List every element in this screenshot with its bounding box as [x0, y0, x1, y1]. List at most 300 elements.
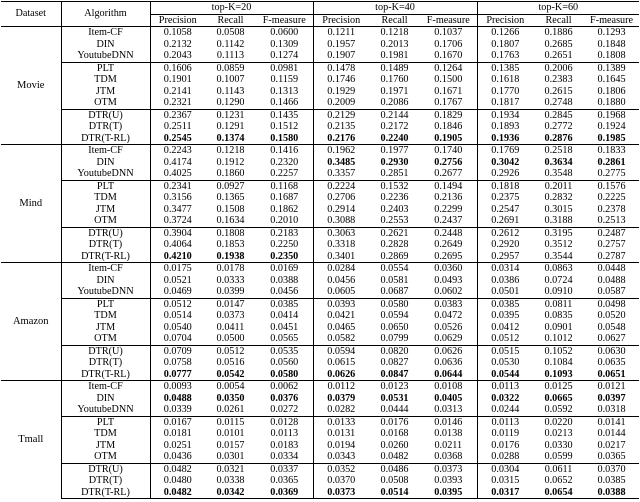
metric-value: 0.0217: [597, 439, 626, 451]
metric-value: 0.2930: [380, 156, 409, 168]
table-row: [1, 369, 639, 381]
metric-value: 0.2869: [380, 250, 409, 262]
metric-value: 0.2706: [313, 192, 369, 204]
metric-value: 0.0334: [270, 451, 299, 462]
table-row: [1, 463, 639, 475]
metric-value: 0.1037: [420, 27, 477, 39]
algorithm-header: Algorithm: [61, 2, 150, 27]
metric-value: 0.1606: [150, 62, 205, 74]
metric-value: 0.0128: [256, 416, 313, 428]
metric-value: 0.1012: [544, 333, 573, 344]
metric-value: 0.1929: [313, 86, 369, 98]
metric-value: 0.2775: [597, 168, 626, 179]
metric-value: 0.1274: [270, 50, 299, 61]
metric-value: 0.2547: [477, 204, 533, 216]
metric-value: 0.1290: [216, 97, 245, 108]
algorithm-name: TDM: [61, 192, 150, 204]
metric-value: 0.0600: [256, 27, 313, 39]
dataset-name: Movie: [1, 27, 61, 145]
metric-value: 0.0535: [256, 345, 313, 357]
algorithm-name: DTR(U): [61, 345, 150, 357]
metric-value: 0.0314: [477, 263, 533, 275]
metric-value: 0.0113: [477, 416, 533, 428]
metric-value: 0.0260: [380, 439, 409, 451]
metric-value: 0.0602: [434, 286, 463, 297]
metric-value: 0.0388: [270, 274, 299, 286]
metric-value: 0.1846: [434, 121, 463, 132]
algorithm-name: OTM: [61, 333, 150, 345]
metric-value: 0.0587: [597, 286, 626, 297]
metric-value: 0.2006: [533, 62, 584, 74]
metric-value: 0.3156: [150, 192, 205, 204]
algorithm-name: YoutubeDNN: [61, 168, 150, 180]
metric-value: 0.2086: [380, 97, 409, 108]
metric-value: 0.2545: [150, 133, 205, 145]
table-row: [1, 227, 639, 239]
metric-value: 0.0261: [216, 404, 245, 415]
metric-value: 0.1763: [477, 50, 533, 62]
metric-value: 0.0521: [150, 275, 205, 287]
metric-value: 0.1808: [205, 227, 256, 239]
metric-value: 0.1309: [270, 38, 299, 50]
metric-value: 0.1880: [597, 97, 626, 108]
metric-value: 0.1936: [477, 133, 533, 145]
metric-value: 0.0338: [216, 475, 245, 486]
metric-value: 0.1489: [369, 62, 420, 74]
metric-value: 0.1113: [216, 50, 245, 61]
algorithm-name: TDM: [61, 74, 150, 86]
metric-value: 0.0376: [270, 392, 299, 404]
algorithm-name: DIN: [61, 39, 150, 51]
metric-value: 0.1291: [216, 121, 245, 132]
metric-value: 0.2621: [369, 227, 420, 239]
metric-value: 0.2772: [544, 121, 573, 132]
metric-value: 0.0436: [150, 451, 205, 463]
metric-value: 0.1007: [216, 74, 245, 85]
metric-value: 0.3485: [313, 157, 369, 169]
metric-value: 0.0321: [205, 463, 256, 475]
metric-value: 0.0315: [477, 475, 533, 487]
metric-value: 0.0469: [150, 286, 205, 298]
metric-value: 0.1938: [216, 250, 245, 262]
metric-value: 0.3634: [544, 156, 573, 168]
algorithm-name: OTM: [61, 215, 150, 227]
metric-value: 0.0630: [584, 345, 639, 357]
results-table: [1, 1, 639, 499]
algorithm-name: PLT: [61, 298, 150, 310]
metric-value: 0.1142: [216, 38, 245, 50]
metric-value: 0.1266: [477, 27, 533, 39]
metric-value: 0.2748: [544, 97, 573, 108]
metric-value: 0.0927: [205, 180, 256, 192]
metric-value: 0.1478: [313, 62, 369, 74]
metric-value: 0.0322: [477, 393, 533, 405]
algorithm-name: DIN: [61, 275, 150, 287]
metric-value: 0.0508: [380, 475, 409, 486]
metric-value: 0.0365: [270, 475, 299, 486]
metric-value: 0.2518: [533, 145, 584, 157]
metric-value: 0.4025: [150, 168, 205, 180]
metric-value: 0.0138: [434, 428, 463, 439]
metric-value: 0.0385: [597, 475, 626, 486]
metric-value: 0.0581: [380, 274, 409, 286]
metric-value: 0.0629: [434, 333, 463, 344]
metric-value: 0.2240: [380, 132, 409, 144]
algorithm-name: DIN: [61, 393, 150, 405]
metric-value: 0.2043: [150, 50, 205, 62]
table-row: [1, 204, 639, 216]
table-row: [1, 121, 639, 133]
metric-value: 0.2321: [150, 97, 205, 109]
table-row: [1, 86, 639, 98]
metric-value: 0.0515: [477, 345, 533, 357]
metric-value: 0.1985: [597, 132, 626, 144]
metric-value: 0.0516: [216, 357, 245, 368]
metric-value: 0.0397: [597, 392, 626, 404]
table-row: [1, 27, 639, 39]
metric-value: 0.0144: [597, 428, 626, 439]
metric-value: 0.0370: [313, 475, 369, 487]
metric-value: 0.2876: [544, 132, 573, 144]
topk-header: top-K=60: [477, 2, 639, 15]
metric-value: 0.0451: [270, 321, 299, 333]
metric-value: 0.2383: [544, 74, 573, 85]
table-row: [1, 39, 639, 51]
metric-value: 0.1293: [584, 27, 639, 39]
metric-value: 0.0565: [270, 333, 299, 344]
metric-value: 0.2010: [270, 215, 299, 226]
metric-value: 0.0827: [380, 357, 409, 368]
metric-value: 0.0288: [477, 451, 533, 463]
metric-value: 0.0910: [544, 286, 573, 297]
metric-value: 0.0183: [270, 439, 299, 451]
metric-value: 0.0500: [216, 333, 245, 344]
metric-value: 0.0580: [270, 368, 299, 380]
metric-value: 0.0113: [477, 381, 533, 393]
metric-value: 0.2691: [477, 215, 533, 227]
metric-value: 0.3042: [477, 157, 533, 169]
algorithm-name: PLT: [61, 62, 150, 74]
algorithm-name: DTR(T): [61, 475, 150, 487]
metric-value: 0.1389: [584, 62, 639, 74]
metric-value: 0.0399: [216, 286, 245, 297]
metric-value: 0.3318: [313, 239, 369, 251]
algorithm-name: DTR(T-RL): [61, 133, 150, 145]
metric-value: 0.1084: [544, 357, 573, 368]
metric-value: 0.0343: [313, 451, 369, 463]
metric-value: 0.0121: [584, 381, 639, 393]
metric-value: 0.1848: [597, 38, 626, 50]
algorithm-name: Item-CF: [61, 263, 150, 275]
metric-value: 0.2013: [380, 38, 409, 50]
metric-value: 0.1494: [420, 180, 477, 192]
metric-value: 0.0395: [420, 487, 477, 499]
metric-value: 0.2129: [313, 109, 369, 121]
metric-value: 0.0488: [150, 393, 205, 405]
metric-value: 0.0119: [477, 428, 533, 440]
table-row: [1, 97, 639, 109]
metric-value: 0.0709: [150, 345, 205, 357]
metric-value: 0.1385: [477, 62, 533, 74]
metric-value: 0.0388: [584, 487, 639, 499]
table-row: [1, 157, 639, 169]
metric-value: 0.0220: [533, 416, 584, 428]
metric-value: 0.0379: [313, 393, 369, 405]
metric-value: 0.2695: [434, 250, 463, 262]
metric-value: 0.0465: [313, 322, 369, 334]
metric-value: 0.3188: [544, 215, 573, 226]
metric-value: 0.0859: [205, 62, 256, 74]
metric-value: 0.0141: [584, 416, 639, 428]
metric-value: 0.3477: [150, 204, 205, 216]
algorithm-name: DIN: [61, 157, 150, 169]
metric-value: 0.0582: [313, 333, 369, 345]
metric-value: 0.1934: [477, 109, 533, 121]
metric-value: 0.0580: [369, 298, 420, 310]
metric-value: 0.1977: [369, 145, 420, 157]
table-row: [1, 298, 639, 310]
table-row: [1, 50, 639, 62]
algorithm-name: JTM: [61, 440, 150, 452]
metric-value: 0.0176: [477, 440, 533, 452]
metric-value: 0.1912: [216, 156, 245, 168]
metric-value: 0.0650: [380, 321, 409, 333]
metric-value: 0.2487: [584, 227, 639, 239]
metric-value: 0.0554: [369, 263, 420, 275]
metric-value: 0.0548: [597, 321, 626, 333]
metric-value: 0.2172: [380, 121, 409, 132]
metric-value: 0.0531: [380, 392, 409, 404]
metric-value: 0.0211: [434, 439, 463, 451]
table-row: [1, 215, 639, 227]
metric-value: 0.1886: [533, 27, 584, 39]
metric-value: 0.0820: [369, 345, 420, 357]
metric-value: 0.0472: [434, 310, 463, 321]
algorithm-name: Item-CF: [61, 145, 150, 157]
metric-header: F-measure: [256, 14, 313, 27]
table-row: [1, 487, 639, 499]
metric-value: 0.1818: [477, 180, 533, 192]
metric-value: 0.1159: [270, 74, 299, 85]
metric-value: 0.2225: [597, 192, 626, 203]
algorithm-name: Item-CF: [61, 27, 150, 39]
metric-value: 0.0448: [584, 263, 639, 275]
metric-value: 0.0482: [150, 463, 205, 475]
metric-value: 0.0213: [544, 428, 573, 439]
algorithm-name: DTR(U): [61, 109, 150, 121]
metric-value: 0.2243: [150, 145, 205, 157]
table-row: [1, 440, 639, 452]
metric-header: Precision: [477, 14, 533, 27]
metric-value: 0.0405: [434, 392, 463, 404]
metric-value: 0.0251: [150, 440, 205, 452]
metric-value: 0.1231: [205, 109, 256, 121]
metric-value: 0.2320: [270, 156, 299, 168]
metric-value: 0.0501: [477, 286, 533, 298]
metric-value: 0.0724: [544, 274, 573, 286]
metric-value: 0.0062: [256, 381, 313, 393]
metric-header: Precision: [313, 14, 369, 27]
metric-value: 0.0147: [205, 298, 256, 310]
metric-value: 0.0847: [380, 368, 409, 380]
algorithm-name: DTR(T): [61, 357, 150, 369]
metric-value: 0.0599: [544, 451, 573, 462]
algorithm-name: OTM: [61, 97, 150, 109]
metric-value: 0.0181: [150, 428, 205, 440]
metric-value: 0.0480: [150, 475, 205, 487]
metric-value: 0.1264: [420, 62, 477, 74]
metric-value: 0.1981: [380, 50, 409, 61]
table-row: [1, 239, 639, 251]
metric-value: 0.4064: [150, 239, 205, 251]
metric-value: 0.2236: [380, 192, 409, 203]
table-row: [1, 381, 639, 393]
metric-value: 0.3904: [150, 227, 205, 239]
algorithm-name: YoutubeDNN: [61, 404, 150, 416]
metric-value: 0.2299: [434, 203, 463, 215]
metric-value: 0.2350: [270, 250, 299, 262]
metric-value: 0.0512: [205, 345, 256, 357]
metric-value: 0.0360: [420, 263, 477, 275]
metric-value: 0.1893: [477, 121, 533, 133]
metric-value: 0.2615: [544, 85, 573, 97]
metric-value: 0.0414: [270, 310, 299, 321]
metric-value: 0.2845: [533, 109, 584, 121]
metric-value: 0.0981: [256, 62, 313, 74]
table-row: [1, 286, 639, 298]
metric-value: 0.0777: [150, 369, 205, 381]
metric-value: 0.1862: [270, 203, 299, 215]
metric-value: 0.2685: [544, 38, 573, 50]
metric-value: 0.1313: [270, 85, 299, 97]
table-row: [1, 192, 639, 204]
metric-value: 0.0373: [420, 463, 477, 475]
metric-value: 0.1901: [150, 74, 205, 86]
metric-value: 0.0386: [477, 275, 533, 287]
table-row: [1, 263, 639, 275]
metric-value: 0.2649: [434, 239, 463, 250]
metric-value: 0.0526: [434, 321, 463, 333]
metric-value: 0.1218: [369, 27, 420, 39]
metric-value: 0.0512: [477, 333, 533, 345]
metric-value: 0.0605: [313, 286, 369, 298]
metric-value: 0.2677: [434, 168, 463, 179]
metric-value: 0.2511: [150, 121, 205, 133]
metric-value: 0.2553: [380, 215, 409, 226]
metric-value: 0.0284: [313, 263, 369, 275]
metric-value: 0.0811: [533, 298, 584, 310]
metric-value: 0.2144: [369, 109, 420, 121]
table-row: [1, 428, 639, 440]
metric-value: 0.0482: [380, 451, 409, 462]
algorithm-name: YoutubeDNN: [61, 50, 150, 62]
metric-value: 0.1807: [477, 39, 533, 51]
metric-value: 0.0125: [533, 381, 584, 393]
algorithm-name: PLT: [61, 416, 150, 428]
table-row: [1, 475, 639, 487]
metric-value: 0.2224: [313, 180, 369, 192]
metric-value: 0.0704: [150, 333, 205, 345]
metric-value: 0.0687: [380, 286, 409, 297]
metric-value: 0.0835: [544, 310, 573, 321]
metric-value: 0.0115: [205, 416, 256, 428]
metric-value: 0.2341: [150, 180, 205, 192]
metric-value: 0.2378: [597, 203, 626, 215]
metric-value: 0.0592: [544, 404, 573, 415]
metric-value: 0.0635: [597, 357, 626, 368]
metric-value: 0.0508: [205, 27, 256, 39]
metric-value: 0.0373: [313, 487, 369, 499]
metric-value: 0.3548: [544, 168, 573, 179]
metric-value: 0.3015: [544, 203, 573, 215]
algorithm-name: DTR(U): [61, 463, 150, 475]
table-row: [1, 168, 639, 180]
metric-value: 0.0863: [533, 263, 584, 275]
metric-value: 0.1618: [477, 74, 533, 86]
metric-value: 0.2914: [313, 204, 369, 216]
metric-value: 0.1687: [270, 192, 299, 203]
metric-value: 0.2957: [477, 251, 533, 263]
metric-value: 0.0901: [544, 321, 573, 333]
metric-value: 0.1907: [313, 50, 369, 62]
dataset-header: Dataset: [1, 2, 61, 27]
metric-value: 0.0175: [150, 263, 205, 275]
table-row: [1, 416, 639, 428]
metric-value: 0.3724: [150, 215, 205, 227]
metric-value: 0.4210: [150, 251, 205, 263]
metric-value: 0.0054: [205, 381, 256, 393]
metric-value: 0.1512: [270, 121, 299, 132]
metric-value: 0.0412: [477, 322, 533, 334]
table-row: [1, 451, 639, 463]
metric-value: 0.0093: [150, 381, 205, 393]
metric-value: 0.1968: [584, 109, 639, 121]
metric-header: Recall: [533, 14, 584, 27]
metric-value: 0.0627: [597, 333, 626, 344]
table-row: [1, 333, 639, 345]
metric-value: 0.3512: [544, 239, 573, 250]
metric-value: 0.1924: [597, 121, 626, 132]
algorithm-name: DTR(T-RL): [61, 369, 150, 381]
metric-value: 0.0101: [216, 428, 245, 439]
algorithm-name: YoutubeDNN: [61, 286, 150, 298]
metric-value: 0.2787: [597, 250, 626, 262]
table-row: [1, 275, 639, 287]
metric-value: 0.0301: [216, 451, 245, 462]
metric-value: 0.0626: [313, 369, 369, 381]
table-row: [1, 133, 639, 145]
metric-value: 0.0626: [420, 345, 477, 357]
metric-value: 0.2926: [477, 168, 533, 180]
metric-value: 0.0493: [434, 274, 463, 286]
metric-header: Precision: [150, 14, 205, 27]
metric-value: 0.1670: [434, 50, 463, 61]
algorithm-name: TDM: [61, 310, 150, 322]
metric-value: 0.1706: [434, 38, 463, 50]
metric-value: 0.0157: [216, 439, 245, 451]
metric-header: Recall: [369, 14, 420, 27]
metric-value: 0.2437: [434, 215, 463, 226]
metric-value: 0.0108: [420, 381, 477, 393]
metric-value: 0.0373: [216, 310, 245, 321]
metric-value: 0.1365: [216, 192, 245, 203]
metric-value: 0.2920: [477, 239, 533, 251]
metric-value: 0.0540: [150, 322, 205, 334]
metric-value: 0.0594: [313, 345, 369, 357]
algorithm-name: PLT: [61, 180, 150, 192]
metric-value: 0.0244: [477, 404, 533, 416]
metric-value: 0.0113: [270, 428, 299, 439]
